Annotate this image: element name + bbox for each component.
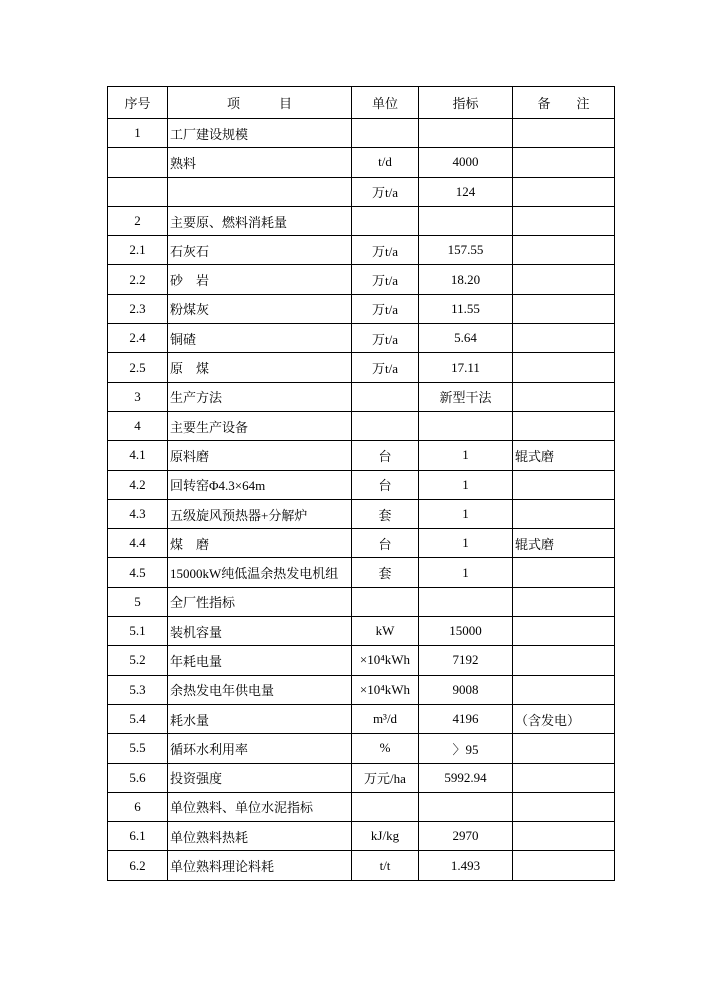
table-row (108, 558, 615, 587)
cell-indicator (419, 411, 513, 440)
cell-indicator: 157.55 (419, 236, 513, 265)
cell-unit: 万t/a (352, 353, 419, 382)
cell-indicator: 1 (419, 470, 513, 499)
cell-no: 6 (108, 792, 168, 821)
cell-item: 粉煤灰 (168, 294, 352, 323)
cell-no (108, 177, 168, 206)
cell-indicator (419, 119, 513, 148)
cell-no: 5.4 (108, 704, 168, 733)
cell-no: 4.4 (108, 529, 168, 558)
cell-item: 单位熟料、单位水泥指标 (168, 792, 352, 821)
cell-unit: 万元/ha (352, 763, 419, 792)
cell-no: 3 (108, 382, 168, 411)
cell-note: 辊式磨 (513, 529, 615, 558)
table-row (108, 499, 615, 528)
table-row (108, 324, 615, 353)
table-row (108, 617, 615, 646)
table-row (108, 177, 615, 206)
cell-note (513, 236, 615, 265)
cell-unit: 台 (352, 441, 419, 470)
cell-unit: 万t/a (352, 324, 419, 353)
table-row (108, 529, 615, 558)
cell-indicator: 1 (419, 499, 513, 528)
cell-item: 主要生产设备 (168, 411, 352, 440)
table-row (108, 587, 615, 616)
cell-no: 2.5 (108, 353, 168, 382)
header-indicator: 指标 (419, 87, 513, 119)
cell-no: 2.1 (108, 236, 168, 265)
cell-unit (352, 587, 419, 616)
cell-unit: t/t (352, 851, 419, 880)
cell-item: 投资强度 (168, 763, 352, 792)
cell-note (513, 294, 615, 323)
cell-item: 生产方法 (168, 382, 352, 411)
cell-item: 原料磨 (168, 441, 352, 470)
cell-note (513, 763, 615, 792)
header-no: 序号 (108, 87, 168, 119)
cell-note (513, 411, 615, 440)
cell-indicator: 15000 (419, 617, 513, 646)
cell-note (513, 382, 615, 411)
table-row (108, 265, 615, 294)
cell-item: 年耗电量 (168, 646, 352, 675)
table-row (108, 734, 615, 763)
cell-item: 回转窑Φ4.3×64m (168, 470, 352, 499)
table-row (108, 646, 615, 675)
cell-item: 煤 磨 (168, 529, 352, 558)
cell-unit (352, 206, 419, 235)
cell-item: 装机容量 (168, 617, 352, 646)
cell-note (513, 470, 615, 499)
cell-unit: % (352, 734, 419, 763)
table-row (108, 792, 615, 821)
cell-indicator (419, 792, 513, 821)
cell-item: 砂 岩 (168, 265, 352, 294)
indicator-table (107, 86, 615, 881)
table-row (108, 470, 615, 499)
cell-note (513, 617, 615, 646)
cell-note (513, 734, 615, 763)
cell-indicator (419, 587, 513, 616)
cell-indicator: 9008 (419, 675, 513, 704)
cell-no: 2.2 (108, 265, 168, 294)
cell-indicator: 1 (419, 529, 513, 558)
header-note: 备 注 (513, 87, 615, 119)
cell-note: （含发电） (513, 704, 615, 733)
cell-indicator: 2970 (419, 822, 513, 851)
table-row (108, 411, 615, 440)
cell-item: 全厂性指标 (168, 587, 352, 616)
cell-unit: 台 (352, 470, 419, 499)
cell-note (513, 675, 615, 704)
cell-indicator: 18.20 (419, 265, 513, 294)
cell-item: 循环水利用率 (168, 734, 352, 763)
cell-indicator: 新型干法 (419, 382, 513, 411)
table-row (108, 236, 615, 265)
cell-note (513, 177, 615, 206)
cell-indicator: 4196 (419, 704, 513, 733)
table-row (108, 675, 615, 704)
cell-indicator: 〉95 (419, 734, 513, 763)
cell-item: 单位熟料理论料耗 (168, 851, 352, 880)
table-row (108, 822, 615, 851)
cell-no: 5 (108, 587, 168, 616)
cell-unit: 台 (352, 529, 419, 558)
cell-unit: t/d (352, 148, 419, 177)
cell-unit (352, 382, 419, 411)
cell-no: 4.1 (108, 441, 168, 470)
cell-unit: 万t/a (352, 177, 419, 206)
cell-note (513, 587, 615, 616)
cell-no (108, 148, 168, 177)
cell-unit: ×10⁴kWh (352, 646, 419, 675)
cell-note (513, 324, 615, 353)
cell-no: 1 (108, 119, 168, 148)
table-row (108, 704, 615, 733)
cell-item: 原 煤 (168, 353, 352, 382)
table-row (108, 763, 615, 792)
cell-no: 6.1 (108, 822, 168, 851)
cell-note (513, 206, 615, 235)
cell-indicator: 7192 (419, 646, 513, 675)
cell-no: 6.2 (108, 851, 168, 880)
cell-item: 铜碴 (168, 324, 352, 353)
cell-item: 工厂建设规模 (168, 119, 352, 148)
cell-indicator (419, 206, 513, 235)
cell-item (168, 177, 352, 206)
cell-no: 2 (108, 206, 168, 235)
cell-item: 耗水量 (168, 704, 352, 733)
cell-note (513, 265, 615, 294)
table-row (108, 119, 615, 148)
cell-note (513, 148, 615, 177)
cell-indicator: 5992.94 (419, 763, 513, 792)
cell-indicator: 17.11 (419, 353, 513, 382)
cell-note (513, 353, 615, 382)
cell-note: 辊式磨 (513, 441, 615, 470)
table-row (108, 382, 615, 411)
cell-item: 五级旋风预热器+分解炉 (168, 499, 352, 528)
cell-indicator: 4000 (419, 148, 513, 177)
cell-item: 熟料 (168, 148, 352, 177)
cell-item: 单位熟料热耗 (168, 822, 352, 851)
cell-unit: kJ/kg (352, 822, 419, 851)
table-header-row (108, 87, 615, 119)
cell-no: 2.3 (108, 294, 168, 323)
cell-unit: kW (352, 617, 419, 646)
cell-no: 5.2 (108, 646, 168, 675)
cell-note (513, 558, 615, 587)
cell-unit (352, 792, 419, 821)
cell-unit (352, 119, 419, 148)
cell-item: 石灰石 (168, 236, 352, 265)
cell-indicator: 5.64 (419, 324, 513, 353)
table-row (108, 148, 615, 177)
cell-unit: ×10⁴kWh (352, 675, 419, 704)
cell-unit: m³/d (352, 704, 419, 733)
cell-unit: 套 (352, 558, 419, 587)
cell-item: 余热发电年供电量 (168, 675, 352, 704)
cell-no: 5.3 (108, 675, 168, 704)
cell-item: 主要原、燃料消耗量 (168, 206, 352, 235)
cell-unit: 套 (352, 499, 419, 528)
cell-indicator: 1 (419, 558, 513, 587)
header-unit: 单位 (352, 87, 419, 119)
table-row (108, 441, 615, 470)
cell-note (513, 119, 615, 148)
cell-no: 4.2 (108, 470, 168, 499)
cell-item: 15000kW纯低温余热发电机组 (168, 558, 352, 587)
cell-no: 2.4 (108, 324, 168, 353)
cell-no: 5.1 (108, 617, 168, 646)
cell-indicator: 1.493 (419, 851, 513, 880)
cell-unit: 万t/a (352, 265, 419, 294)
cell-unit: 万t/a (352, 294, 419, 323)
cell-unit (352, 411, 419, 440)
table-row (108, 851, 615, 880)
cell-unit: 万t/a (352, 236, 419, 265)
cell-no: 4.5 (108, 558, 168, 587)
table-row (108, 206, 615, 235)
cell-indicator: 11.55 (419, 294, 513, 323)
cell-note (513, 851, 615, 880)
cell-note (513, 499, 615, 528)
cell-no: 4 (108, 411, 168, 440)
header-item: 项 目 (168, 87, 352, 119)
cell-no: 4.3 (108, 499, 168, 528)
cell-no: 5.5 (108, 734, 168, 763)
cell-note (513, 792, 615, 821)
cell-indicator: 124 (419, 177, 513, 206)
cell-no: 5.6 (108, 763, 168, 792)
table-row (108, 353, 615, 382)
cell-indicator: 1 (419, 441, 513, 470)
table-row (108, 294, 615, 323)
cell-note (513, 646, 615, 675)
cell-note (513, 822, 615, 851)
